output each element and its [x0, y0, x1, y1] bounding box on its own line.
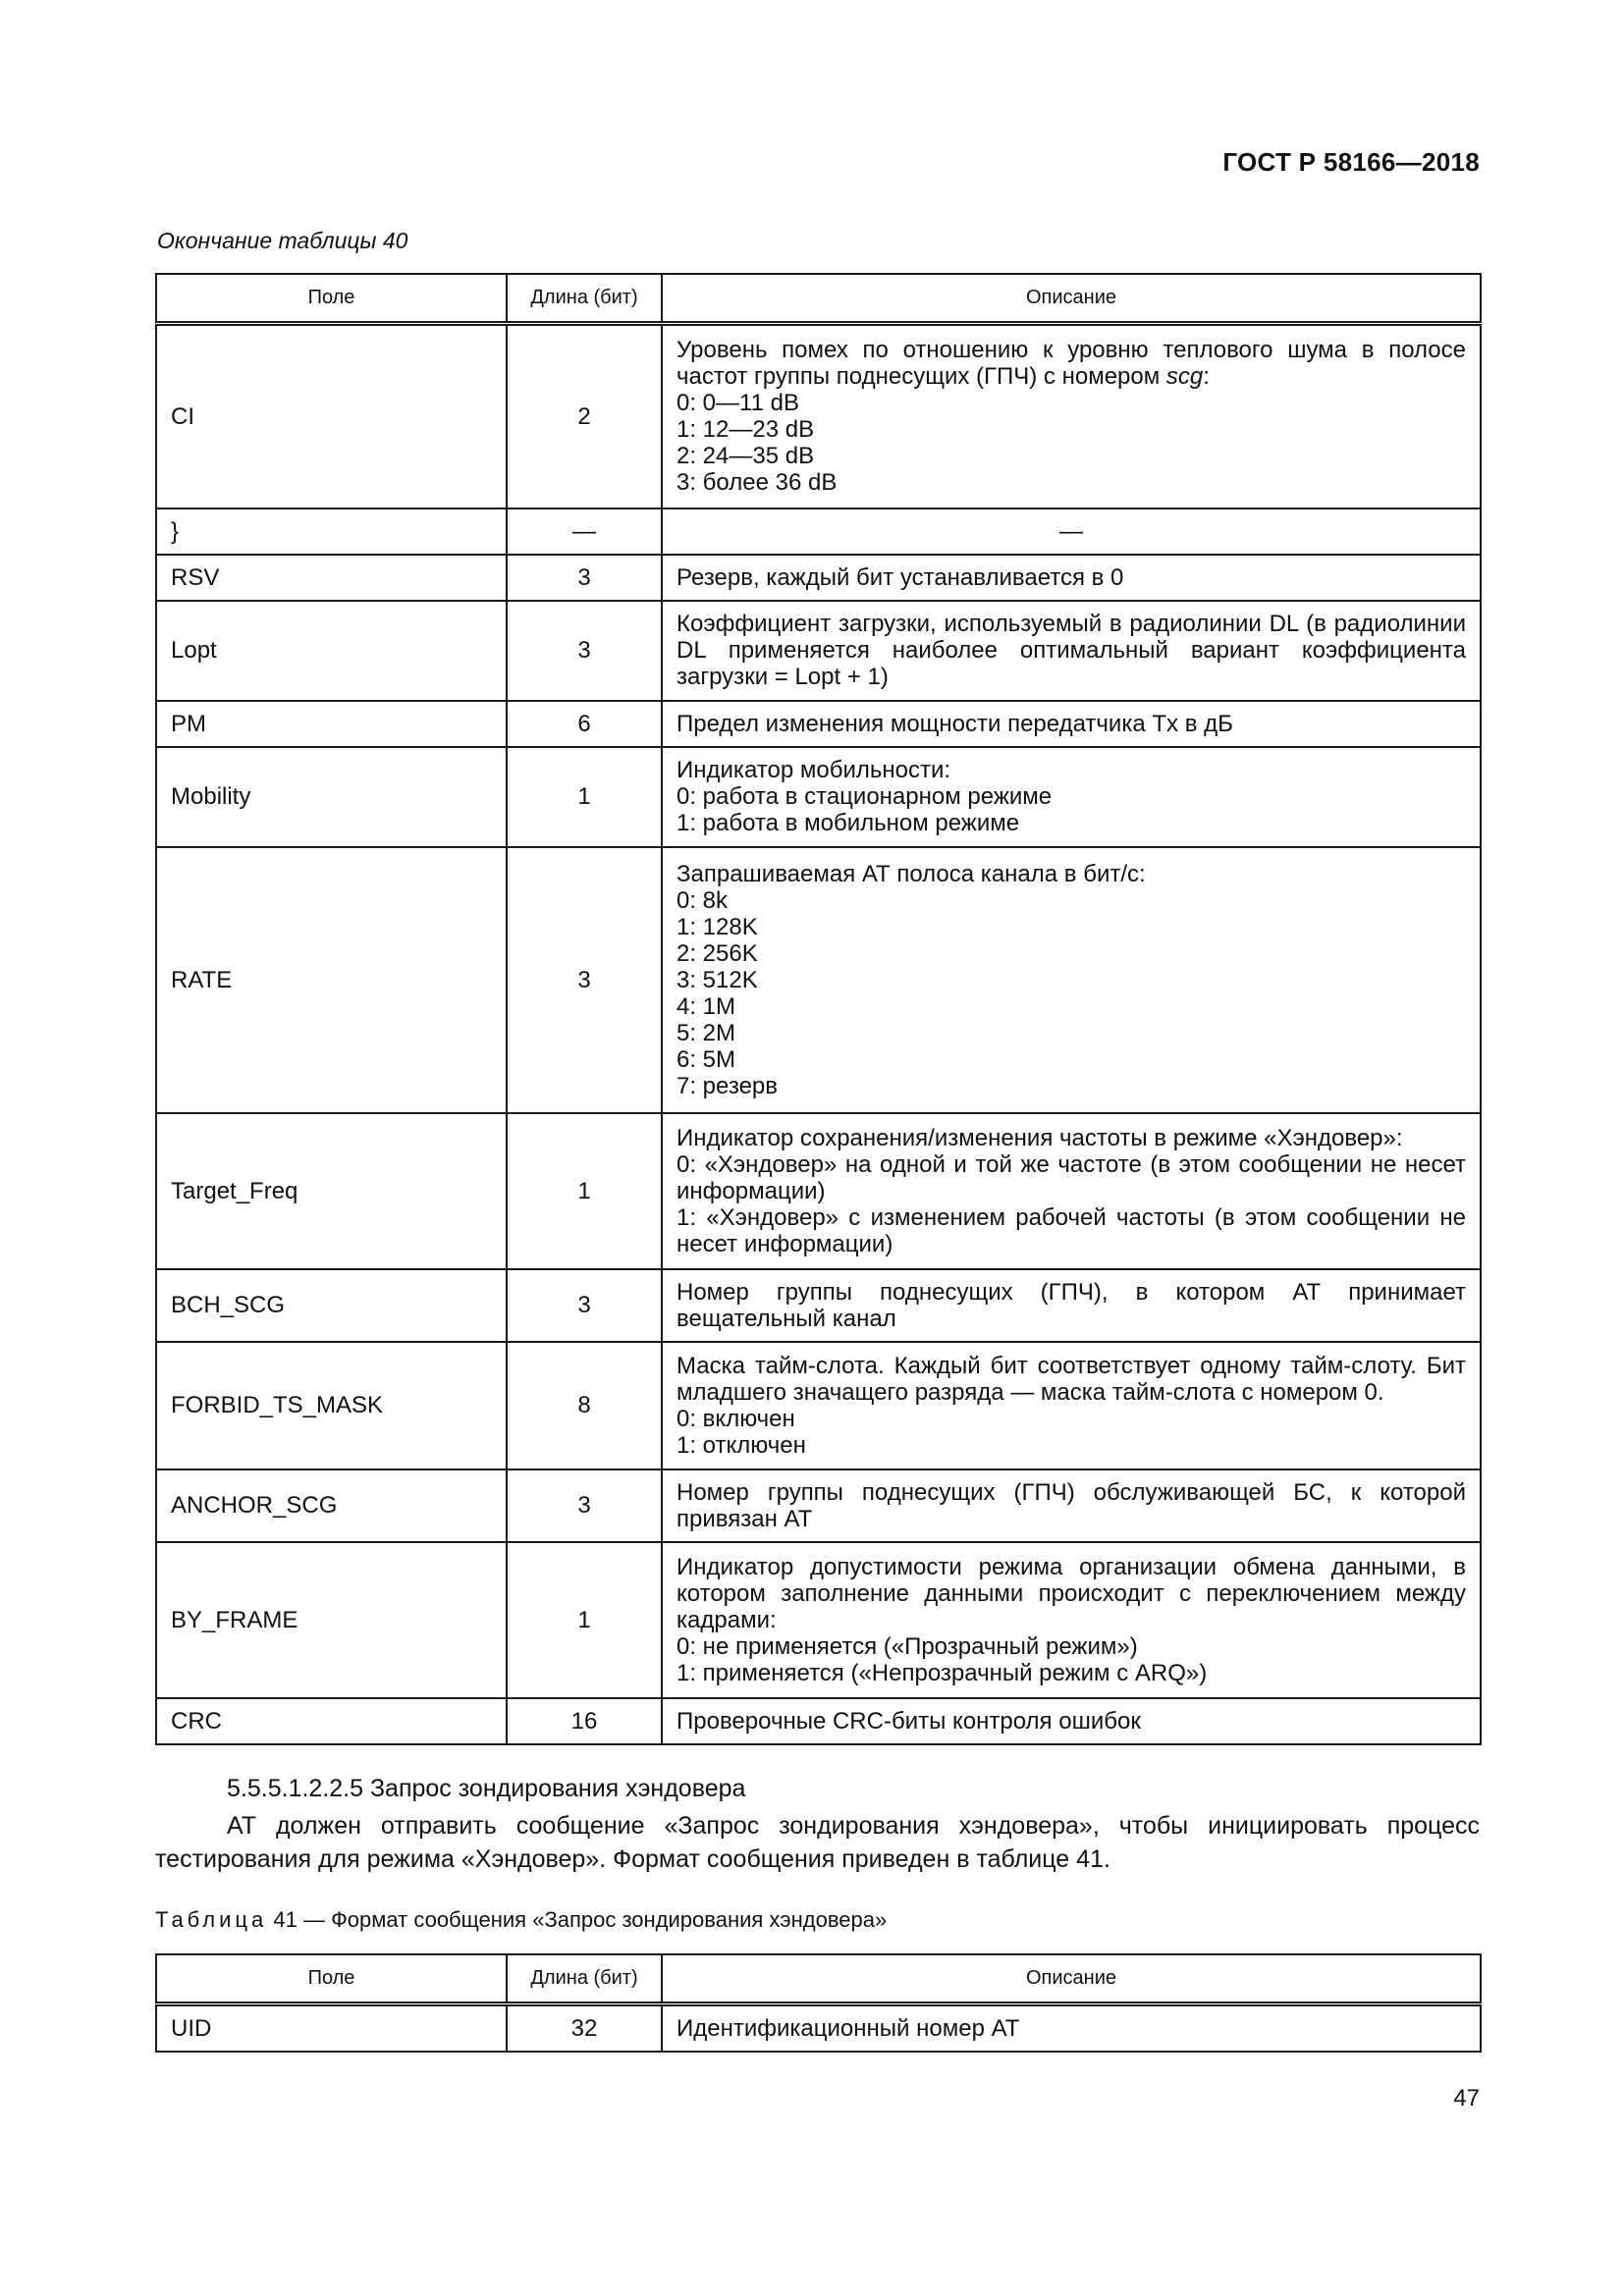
description-line: Коэффициент загрузки, используемый в радиолинии DL (в радиолинии DL применяется наиболее оптимальный вариант коэффициента загрузки = Lopt + 1): [677, 611, 1466, 690]
description-line: 3: более 36 dB: [677, 469, 838, 497]
description-cell: [662, 1113, 1481, 1269]
table-row: [156, 2004, 1481, 2053]
description-cell: [662, 1342, 1481, 1469]
table-row: [156, 1113, 1481, 1269]
description-line: 1: применяется («Непрозрачный режим с ARQ»): [677, 1659, 1208, 1686]
column-header-field: Поле: [156, 274, 507, 324]
description-cell: [662, 2004, 1481, 2053]
field-cell: Lopt: [156, 601, 507, 701]
description-line: 1: 12—23 dB: [677, 416, 815, 444]
length-cell: 3: [507, 847, 662, 1113]
table-row: [156, 1469, 1481, 1542]
table-header-row: [156, 1954, 1481, 2004]
description-line: Уровень помех по отношению к уровню теплового шума в полосе частот группы поднесущих (ГПЧ) с номером scg:: [677, 337, 1466, 391]
description-line: 7: резерв: [677, 1072, 779, 1099]
field-cell: RSV: [156, 555, 507, 601]
field-cell: BY_FRAME: [156, 1542, 507, 1698]
field-cell: UID: [156, 2004, 507, 2053]
description-cell: [662, 601, 1481, 701]
table-row: [156, 555, 1481, 601]
description-cell: [662, 701, 1481, 747]
description-line: 1: «Хэндовер» с изменением рабочей частоты (в этом сообщении не несет информации): [677, 1203, 1466, 1257]
description-line: 0: работа в стационарном режиме: [677, 783, 1053, 810]
field-cell: FORBID_TS_MASK: [156, 1342, 507, 1469]
column-header-length: Длина (бит): [507, 274, 662, 324]
description-line: Индикатор допустимости режима организации обмена данными, в котором заполнение данными происходит с переключением между кадрами:: [677, 1553, 1466, 1633]
description-line: Маска тайм-слота. Каждый бит соответствует одному тайм-слоту. Бит младшего значащего разряда — маска тайм-слота с номером 0.: [677, 1352, 1466, 1406]
length-cell: 1: [507, 747, 662, 847]
length-cell: 32: [507, 2004, 662, 2053]
description-cell: [662, 1269, 1481, 1342]
table-row: [156, 324, 1481, 508]
column-header-field: Поле: [156, 1954, 507, 2004]
section-heading: 5.5.5.1.2.2.5 Запрос зондирования хэндовера: [227, 1775, 746, 1802]
table-row: [156, 1342, 1481, 1469]
description-line: Индикатор сохранения/изменения частоты в режиме «Хэндовер»:: [677, 1124, 1403, 1151]
length-cell: 2: [507, 324, 662, 508]
table-row: [156, 1269, 1481, 1342]
description-line: Номер группы поднесущих (ГПЧ), в котором АТ принимает вещательный канал: [677, 1278, 1466, 1332]
description-cell: [662, 324, 1481, 508]
field-cell: PM: [156, 701, 507, 747]
description-line: —: [1059, 517, 1083, 545]
length-cell: 16: [507, 1698, 662, 1744]
description-line: 1: работа в мобильном режиме: [677, 810, 1020, 836]
document-code: ГОСТ Р 58166—2018: [1222, 147, 1480, 177]
table-row: [156, 847, 1481, 1113]
description-line: 5: 2M: [677, 1019, 736, 1046]
table-caption-text: 41 — Формат сообщения «Запрос зондирования хэндовера»: [267, 1907, 888, 1932]
section-paragraph: АТ должен отправить сообщение «Запрос зондирования хэндовера», чтобы инициировать процесс тестирования для режима «Хэндовер». Формат сообщения приведен в таблице 41.: [155, 1812, 1480, 1873]
description-line: 4: 1M: [677, 992, 736, 1020]
field-cell: ANCHOR_SCG: [156, 1469, 507, 1542]
column-header-description: Описание: [662, 274, 1481, 324]
field-cell: BCH_SCG: [156, 1269, 507, 1342]
length-cell: 3: [507, 1269, 662, 1342]
description-line: 2: 256K: [677, 939, 758, 967]
table-row: [156, 601, 1481, 701]
field-cell: CRC: [156, 1698, 507, 1744]
table-row: [156, 1698, 1481, 1744]
description-cell: [662, 1469, 1481, 1542]
description-cell: [662, 555, 1481, 601]
length-cell: 3: [507, 601, 662, 701]
description-line: Проверочные CRC-биты контроля ошибок: [677, 1707, 1141, 1735]
table-continuation-caption: Окончание таблицы 40: [157, 228, 408, 253]
description-line: 0: 0—11 dB: [677, 390, 799, 417]
length-cell: —: [507, 508, 662, 555]
description-cell: [662, 1542, 1481, 1698]
table-41: [155, 1953, 1482, 2053]
description-cell: [662, 1698, 1481, 1744]
table-row: [156, 701, 1481, 747]
field-cell: RATE: [156, 847, 507, 1113]
page-number: 47: [1453, 2085, 1480, 2111]
length-cell: 3: [507, 1469, 662, 1542]
table-row: [156, 747, 1481, 847]
description-cell: [662, 508, 1481, 555]
description-line: 1: отключен: [677, 1431, 806, 1459]
length-cell: 3: [507, 555, 662, 601]
table-row: [156, 1542, 1481, 1698]
description-line: 2: 24—35 dB: [677, 443, 815, 470]
table-caption-label: Таблица: [155, 1907, 268, 1932]
description-line: Номер группы поднесущих (ГПЧ) обслуживающей БС, к которой привязан АТ: [677, 1478, 1466, 1532]
description-line: Резерв, каждый бит устанавливается в 0: [677, 563, 1124, 591]
description-cell: [662, 747, 1481, 847]
description-line: Предел изменения мощности передатчика Tx в дБ: [677, 710, 1233, 737]
column-header-description: Описание: [662, 1954, 1481, 2004]
column-header-length: Длина (бит): [507, 1954, 662, 2004]
table-header-row: [156, 274, 1481, 324]
table-row: [156, 508, 1481, 555]
description-line: 0: «Хэндовер» на одной и той же частоте (в этом сообщении не несет информации): [677, 1150, 1466, 1204]
field-cell: Mobility: [156, 747, 507, 847]
length-cell: 8: [507, 1342, 662, 1469]
length-cell: 1: [507, 1542, 662, 1698]
description-line: Запрашиваемая АТ полоса канала в бит/с:: [677, 860, 1146, 887]
description-line: Идентификационный номер АТ: [677, 2015, 1020, 2042]
description-cell: [662, 847, 1481, 1113]
description-line: 0: включен: [677, 1405, 795, 1432]
description-line: 0: 8k: [677, 886, 729, 914]
length-cell: 1: [507, 1113, 662, 1269]
table-41-caption: [155, 1907, 887, 1933]
field-cell: CI: [156, 324, 507, 508]
description-line: 0: не применяется («Прозрачный режим»): [677, 1632, 1138, 1660]
field-cell: }: [156, 508, 507, 555]
field-cell: Target_Freq: [156, 1113, 507, 1269]
length-cell: 6: [507, 701, 662, 747]
description-line: 6: 5M: [677, 1045, 736, 1073]
table-40: [155, 273, 1482, 1745]
description-line: 1: 128K: [677, 913, 758, 940]
description-line: 3: 512K: [677, 966, 758, 993]
description-line: Индикатор мобильности:: [677, 757, 951, 783]
